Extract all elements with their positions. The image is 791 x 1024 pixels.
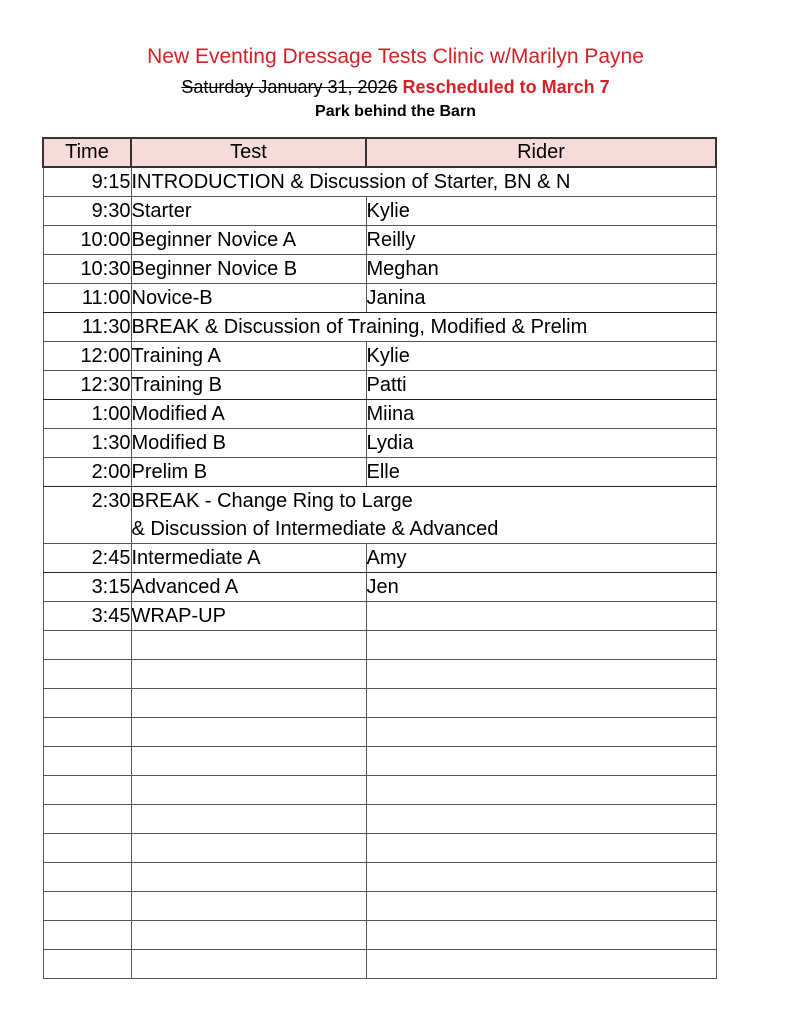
rider-cell: Reilly [366,226,716,255]
empty-row [43,892,716,921]
table-row [43,313,716,342]
empty-row [43,921,716,950]
test-cell: Prelim B [131,458,366,487]
empty-cell [43,689,131,718]
empty-row [43,805,716,834]
time-cell: 12:00 [43,342,131,371]
session-cell [131,487,716,544]
empty-cell [43,631,131,660]
empty-cell [131,805,366,834]
session-cell: INTRODUCTION & Discussion of Starter, BN & N [131,167,716,197]
empty-cell [43,805,131,834]
empty-cell [43,834,131,863]
empty-cell [131,776,366,805]
rider-cell: Miina [366,400,716,429]
rider-cell: Janina [366,284,716,313]
empty-row [43,776,716,805]
table-header-row [43,138,716,167]
table-row [43,602,716,631]
empty-cell [43,747,131,776]
test-cell: Novice-B [131,284,366,313]
test-cell: Intermediate A [131,544,366,573]
test-cell: Beginner Novice B [131,255,366,284]
table-row [43,255,716,284]
empty-cell [131,863,366,892]
empty-cell [43,921,131,950]
rider-cell: Jen [366,573,716,602]
test-cell: Starter [131,197,366,226]
session-line: BREAK - Change Ring to Large [131,490,413,512]
time-cell: 1:00 [43,400,131,429]
empty-row [43,631,716,660]
time-cell: 2:00 [43,458,131,487]
empty-cell [43,776,131,805]
test-cell: Modified B [131,429,366,458]
rider-cell: Lydia [366,429,716,458]
schedule-table [42,137,717,979]
empty-row [43,747,716,776]
table-row [43,371,716,400]
empty-cell [366,892,716,921]
time-cell: 1:30 [43,429,131,458]
table-row [43,342,716,371]
test-cell: Modified A [131,400,366,429]
clinic-title: New Eventing Dressage Tests Clinic w/Marilyn Payne [147,45,644,68]
rescheduled-date: Rescheduled to March 7 [402,77,610,97]
empty-cell [43,892,131,921]
table-row [43,544,716,573]
time-column-header: Time [43,138,131,167]
session-line: & Discussion of Intermediate & Advanced [131,518,499,540]
empty-cell [43,950,131,979]
empty-cell [366,921,716,950]
time-cell: 3:45 [43,602,131,631]
empty-cell [131,660,366,689]
original-date: Saturday January 31, 2026 [181,77,398,97]
table-row [43,226,716,255]
empty-cell [366,689,716,718]
rider-cell: Meghan [366,255,716,284]
empty-cell [366,660,716,689]
empty-cell [366,776,716,805]
time-cell: 3:15 [43,573,131,602]
empty-cell [366,747,716,776]
table-row [43,487,716,544]
session-cell: BREAK & Discussion of Training, Modified & Prelim [131,313,716,342]
empty-row [43,689,716,718]
empty-cell [131,921,366,950]
empty-cell [366,834,716,863]
empty-cell [131,689,366,718]
table-row [43,400,716,429]
rider-cell: Elle [366,458,716,487]
empty-row [43,950,716,979]
test-column-header: Test [131,138,366,167]
rider-cell [366,602,716,631]
empty-row [43,718,716,747]
empty-cell [131,834,366,863]
rider-cell: Amy [366,544,716,573]
table-row [43,284,716,313]
empty-cell [43,863,131,892]
empty-cell [131,892,366,921]
parking-note: Park behind the Barn [315,103,476,120]
test-cell: WRAP-UP [131,602,366,631]
rider-cell: Patti [366,371,716,400]
rider-cell: Kylie [366,197,716,226]
empty-cell [366,631,716,660]
table-row [43,197,716,226]
time-cell: 10:00 [43,226,131,255]
test-cell: Advanced A [131,573,366,602]
empty-cell [43,660,131,689]
empty-row [43,660,716,689]
time-cell: 10:30 [43,255,131,284]
empty-cell [366,805,716,834]
empty-cell [43,718,131,747]
empty-row [43,834,716,863]
empty-cell [131,718,366,747]
date-line [0,76,791,98]
empty-cell [366,863,716,892]
empty-row [43,863,716,892]
time-cell: 2:45 [43,544,131,573]
test-cell: Beginner Novice A [131,226,366,255]
table-row [43,573,716,602]
rider-cell: Kylie [366,342,716,371]
time-cell: 11:00 [43,284,131,313]
empty-cell [366,718,716,747]
empty-cell [131,747,366,776]
time-cell: 9:15 [43,167,131,197]
time-cell: 12:30 [43,371,131,400]
time-cell: 2:30 [43,487,131,544]
table-row [43,429,716,458]
table-row [43,458,716,487]
time-cell: 9:30 [43,197,131,226]
time-cell: 11:30 [43,313,131,342]
empty-cell [131,950,366,979]
empty-cell [131,631,366,660]
test-cell: Training B [131,371,366,400]
empty-cell [366,950,716,979]
rider-column-header: Rider [366,138,716,167]
table-row [43,167,716,197]
test-cell: Training A [131,342,366,371]
